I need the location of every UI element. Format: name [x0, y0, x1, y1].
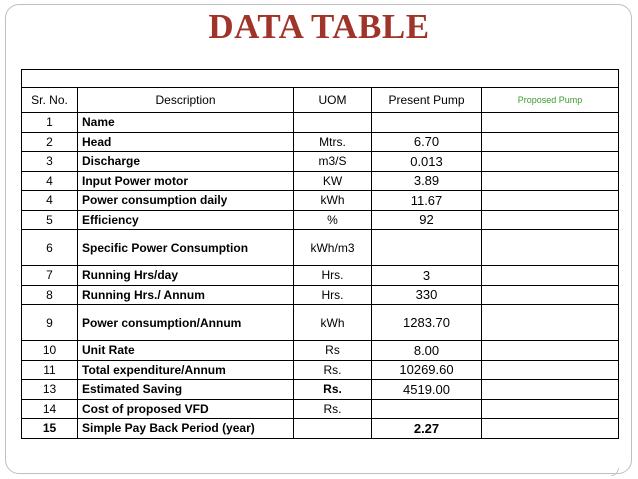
corner-curl-icon: [611, 468, 619, 476]
cell-description: Power consumption/Annum: [78, 305, 294, 341]
cell-uom: m3/S: [294, 152, 372, 172]
cell-proposed: [482, 285, 619, 305]
cell-sr: 15: [22, 419, 78, 439]
cell-description: Simple Pay Back Period (year): [78, 419, 294, 439]
table-row: [22, 380, 619, 400]
table-row: [22, 419, 619, 439]
cell-sr: 14: [22, 399, 78, 419]
table-row: [22, 305, 619, 341]
cell-proposed: [482, 341, 619, 361]
cell-proposed: [482, 305, 619, 341]
cell-uom: [294, 419, 372, 439]
cell-description: Total expenditure/Annum: [78, 360, 294, 380]
cell-uom: Mtrs.: [294, 132, 372, 152]
spacer-cell: [22, 70, 619, 88]
page-title: DATA TABLE: [208, 7, 430, 46]
cell-description: Unit Rate: [78, 341, 294, 361]
cell-present: [372, 399, 482, 419]
cell-description: Discharge: [78, 152, 294, 172]
cell-description: Head: [78, 132, 294, 152]
cell-proposed: [482, 113, 619, 133]
cell-proposed: [482, 230, 619, 266]
data-table: [21, 69, 619, 439]
table-row: [22, 132, 619, 152]
cell-present: 0.013: [372, 152, 482, 172]
cell-sr: 10: [22, 341, 78, 361]
cell-present: [372, 113, 482, 133]
cell-proposed: [482, 152, 619, 172]
cell-description: Cost of proposed VFD: [78, 399, 294, 419]
cell-proposed: [482, 266, 619, 286]
cell-description: Estimated Saving: [78, 380, 294, 400]
cell-sr: 3: [22, 152, 78, 172]
cell-sr: 2: [22, 132, 78, 152]
cell-uom: Rs.: [294, 360, 372, 380]
cell-present: 1283.70: [372, 305, 482, 341]
table-row: [22, 360, 619, 380]
cell-proposed: [482, 132, 619, 152]
cell-sr: 7: [22, 266, 78, 286]
table-row: [22, 210, 619, 230]
cell-proposed: [482, 210, 619, 230]
cell-proposed: [482, 191, 619, 211]
table-row: [22, 191, 619, 211]
table-row: [22, 399, 619, 419]
cell-description: Power consumption daily: [78, 191, 294, 211]
cell-sr: 9: [22, 305, 78, 341]
cell-present: 10269.60: [372, 360, 482, 380]
header-description: Description: [78, 88, 294, 113]
cell-uom: Hrs.: [294, 285, 372, 305]
cell-sr: 13: [22, 380, 78, 400]
cell-sr: 4: [22, 191, 78, 211]
header-proposed-pump: Proposed Pump: [482, 88, 619, 113]
cell-proposed: [482, 171, 619, 191]
header-uom: UOM: [294, 88, 372, 113]
cell-sr: 8: [22, 285, 78, 305]
header-present-pump: Present Pump: [372, 88, 482, 113]
cell-description: Name: [78, 113, 294, 133]
cell-uom: %: [294, 210, 372, 230]
cell-proposed: [482, 360, 619, 380]
cell-present: 3: [372, 266, 482, 286]
cell-uom: Rs: [294, 341, 372, 361]
cell-sr: 1: [22, 113, 78, 133]
cell-description: Specific Power Consumption: [78, 230, 294, 266]
cell-description: Input Power motor: [78, 171, 294, 191]
cell-uom: [294, 113, 372, 133]
cell-description: Running Hrs/day: [78, 266, 294, 286]
cell-present: 11.67: [372, 191, 482, 211]
cell-description: Efficiency: [78, 210, 294, 230]
cell-present: 92: [372, 210, 482, 230]
table-spacer-row: [22, 70, 619, 88]
cell-present: 330: [372, 285, 482, 305]
cell-sr: 5: [22, 210, 78, 230]
cell-present: [372, 230, 482, 266]
cell-uom: Rs.: [294, 399, 372, 419]
table-row: [22, 266, 619, 286]
cell-present: 6.70: [372, 132, 482, 152]
cell-uom: Rs.: [294, 380, 372, 400]
cell-present: 8.00: [372, 341, 482, 361]
table-row: [22, 285, 619, 305]
header-sr-no: Sr. No.: [22, 88, 78, 113]
table-row: [22, 171, 619, 191]
cell-proposed: [482, 380, 619, 400]
table-row: [22, 230, 619, 266]
table-row: [22, 341, 619, 361]
cell-proposed: [482, 399, 619, 419]
cell-present: 2.27: [372, 419, 482, 439]
cell-sr: 6: [22, 230, 78, 266]
table-row: [22, 113, 619, 133]
cell-present: 3.89: [372, 171, 482, 191]
table-header-row: [22, 88, 619, 113]
cell-sr: 11: [22, 360, 78, 380]
table-row: [22, 152, 619, 172]
cell-uom: kWh: [294, 305, 372, 341]
cell-present: 4519.00: [372, 380, 482, 400]
cell-uom: KW: [294, 171, 372, 191]
cell-description: Running Hrs./ Annum: [78, 285, 294, 305]
cell-uom: Hrs.: [294, 266, 372, 286]
cell-proposed: [482, 419, 619, 439]
cell-uom: kWh/m3: [294, 230, 372, 266]
cell-uom: kWh: [294, 191, 372, 211]
cell-sr: 4: [22, 171, 78, 191]
